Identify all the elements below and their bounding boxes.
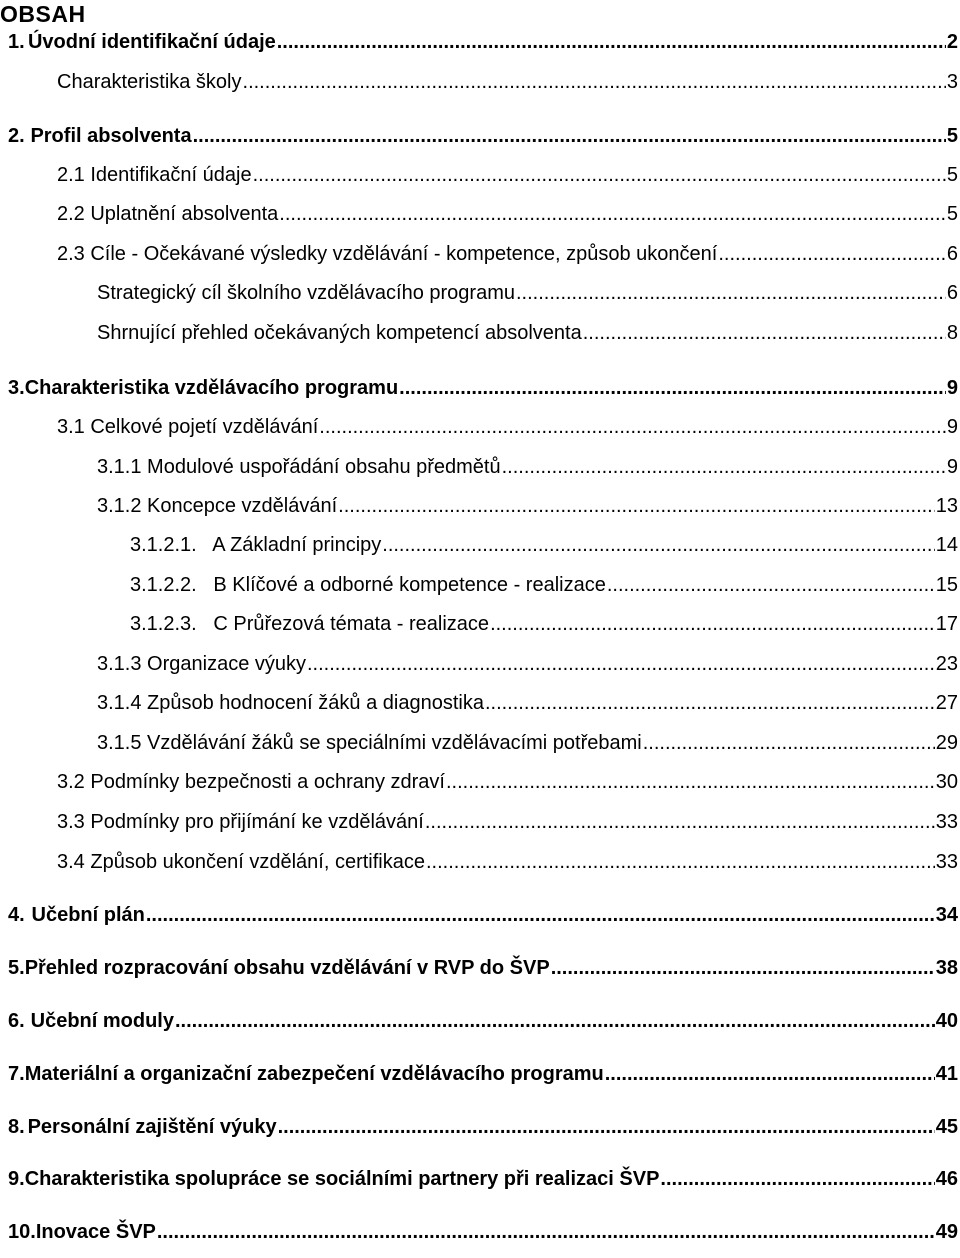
- toc-entry[interactable]: [0, 570, 960, 600]
- toc-dot-leader: [279, 202, 946, 226]
- toc-entry-title: 3.1.2 Koncepce vzdělávání: [97, 495, 338, 517]
- toc-entry-number: 10.: [8, 1221, 36, 1243]
- toc-entry-page-number: 9: [946, 456, 958, 478]
- toc-dot-leader: [278, 1115, 935, 1139]
- toc-dot-leader: [516, 281, 946, 305]
- page-title: OBSAH: [0, 1, 86, 27]
- toc-entry-page-number: 49: [935, 1221, 958, 1243]
- toc-dot-leader: [490, 612, 935, 636]
- toc-dot-leader: [382, 533, 934, 557]
- toc-entry-title: 3.1.1 Modulové uspořádání obsahu předmětů: [97, 456, 501, 478]
- toc-dot-leader: [175, 1009, 935, 1033]
- toc-entry[interactable]: [0, 1112, 960, 1142]
- toc-dot-leader: [157, 1220, 935, 1244]
- toc-dot-leader: [338, 494, 935, 518]
- toc-entry-page-number: 38: [935, 957, 958, 979]
- toc-entry-title: 3.2 Podmínky bezpečnosti a ochrany zdraví: [57, 771, 445, 793]
- toc-entry-page-number: 34: [935, 904, 958, 926]
- toc-entry-page-number: 6: [946, 243, 958, 265]
- toc-entry-page-number: 23: [935, 653, 958, 675]
- toc-entry-number: 4.: [8, 904, 25, 926]
- toc-entry-number: 2.: [8, 125, 25, 147]
- toc-entry-title: 3.4 Způsob ukončení vzdělání, certifikace: [57, 851, 425, 873]
- toc-entry-title: Strategický cíl školního vzdělávacího programu: [97, 282, 515, 304]
- toc-dot-leader: [426, 850, 935, 874]
- toc-entry-title: 3.1.2.1. A Základní principy: [130, 534, 382, 556]
- toc-dot-leader: [607, 573, 935, 597]
- toc-entry[interactable]: [0, 728, 960, 758]
- toc-dot-leader: [253, 163, 946, 187]
- toc-dot-leader: [399, 376, 946, 400]
- toc-entry-title: 3.3 Podmínky pro přijímání ke vzdělávání: [57, 811, 424, 833]
- toc-dot-leader: [485, 691, 935, 715]
- toc-entry-page-number: 5: [946, 125, 958, 147]
- toc-entry-title: Charakteristika školy: [57, 71, 242, 93]
- toc-entry-number: 3.: [8, 377, 25, 399]
- toc-entry-title: Profil absolventa: [30, 125, 192, 147]
- toc-entry[interactable]: [0, 373, 960, 403]
- toc-dot-leader: [660, 1167, 934, 1191]
- toc-dot-leader: [319, 415, 946, 439]
- toc-entry[interactable]: [0, 847, 960, 877]
- toc-entry[interactable]: [0, 160, 960, 190]
- toc-entry-number: 8.: [8, 1116, 25, 1138]
- toc-dot-leader: [446, 770, 935, 794]
- toc-entry-title: 2.1 Identifikační údaje: [57, 164, 252, 186]
- toc-dot-leader: [243, 70, 946, 94]
- toc-entry[interactable]: [0, 67, 960, 97]
- toc-entry-page-number: 8: [946, 322, 958, 344]
- toc-entry-title: Přehled rozpracování obsahu vzdělávání v RVP do ŠVP: [24, 957, 550, 979]
- toc-entry-page-number: 14: [935, 534, 958, 556]
- toc-entry-page-number: 33: [935, 851, 958, 873]
- toc-entry[interactable]: [0, 1217, 960, 1247]
- toc-entry-page-number: 27: [935, 692, 958, 714]
- toc-dot-leader: [718, 242, 946, 266]
- toc-entry-number: 9.: [8, 1168, 25, 1190]
- toc-entry-page-number: 9: [946, 377, 958, 399]
- toc-entry[interactable]: [0, 807, 960, 837]
- toc-entry-page-number: 9: [946, 416, 958, 438]
- toc-entry-title: 3.1.5 Vzdělávání žáků se speciálními vzdělávacími potřebami: [97, 732, 642, 754]
- toc-entry-title: 2.2 Uplatnění absolventa: [57, 203, 279, 225]
- toc-entry-page-number: 45: [935, 1116, 958, 1138]
- toc-entry[interactable]: [0, 121, 960, 151]
- toc-dot-leader: [146, 903, 935, 927]
- toc-entry-page-number: 40: [935, 1010, 958, 1032]
- toc-entry-page-number: 41: [935, 1063, 958, 1085]
- toc-dot-leader: [583, 321, 946, 345]
- toc-entry-title: Shrnující přehled očekávaných kompetencí absolventa: [97, 322, 582, 344]
- toc-entry-page-number: 46: [935, 1168, 958, 1190]
- toc-entry[interactable]: [0, 199, 960, 229]
- toc-entry-number: 1.: [8, 31, 25, 53]
- toc-dot-leader: [425, 810, 935, 834]
- toc-entry-title: Úvodní identifikační údaje: [27, 31, 276, 53]
- toc-dot-leader: [502, 455, 946, 479]
- toc-entry-title: 3.1 Celkové pojetí vzdělávání: [57, 416, 319, 438]
- toc-entry-page-number: 29: [935, 732, 958, 754]
- toc-entry-title: Inovace ŠVP: [35, 1221, 156, 1243]
- toc-entry-number: 6.: [8, 1010, 25, 1032]
- toc-entry[interactable]: [0, 278, 960, 308]
- toc-entry[interactable]: [0, 1059, 960, 1089]
- toc-entry-page-number: 17: [935, 613, 958, 635]
- toc-entry[interactable]: [0, 953, 960, 983]
- toc-entry-title: Učební plán: [31, 904, 145, 926]
- toc-entry-title: 3.1.2.2. B Klíčové a odborné kompetence - realizace: [130, 574, 606, 596]
- toc-entry-page-number: 2: [946, 31, 958, 53]
- toc-entry-title: Personální zajištění výuky: [27, 1116, 277, 1138]
- toc-entry-title: 3.1.2.3. C Průřezová témata - realizace: [130, 613, 490, 635]
- toc-dot-leader: [277, 30, 946, 54]
- toc-entry[interactable]: [0, 1164, 960, 1194]
- toc-entry[interactable]: [0, 239, 960, 269]
- toc-entry[interactable]: [0, 27, 960, 57]
- toc-entry-page-number: 3: [946, 71, 958, 93]
- toc-dot-leader: [605, 1062, 935, 1086]
- toc-entry[interactable]: [0, 491, 960, 521]
- toc-entry-title: Charakteristika vzdělávacího programu: [24, 377, 399, 399]
- toc-entry-page-number: 15: [935, 574, 958, 596]
- toc-entry[interactable]: [0, 649, 960, 679]
- toc-entry-number: 5.: [8, 957, 25, 979]
- toc-entry-title: 2.3 Cíle - Očekávané výsledky vzdělávání - kompetence, způsob ukončení: [57, 243, 718, 265]
- toc-entry-title: Materiální a organizační zabezpečení vzdělávacího programu: [24, 1063, 604, 1085]
- toc-entry[interactable]: [0, 609, 960, 639]
- toc-entry[interactable]: [0, 530, 960, 560]
- toc-entry[interactable]: [0, 452, 960, 482]
- toc-entry-page-number: 5: [946, 203, 958, 225]
- toc-entry-number: 7.: [8, 1063, 25, 1085]
- toc-entry-title: 3.1.4 Způsob hodnocení žáků a diagnostika: [97, 692, 484, 714]
- toc-entry[interactable]: [0, 900, 960, 930]
- toc-entry[interactable]: [0, 1006, 960, 1036]
- toc-entry-title: Charakteristika spolupráce se sociálními partnery při realizaci ŠVP: [24, 1168, 660, 1190]
- toc-entry[interactable]: [0, 688, 960, 718]
- toc-entry-page-number: 33: [935, 811, 958, 833]
- toc-dot-leader: [643, 731, 935, 755]
- toc-entry-title: Učební moduly: [30, 1010, 174, 1032]
- toc-entry[interactable]: [0, 767, 960, 797]
- toc-entry-page-number: 30: [935, 771, 958, 793]
- toc-entry-page-number: 6: [946, 282, 958, 304]
- toc-dot-leader: [551, 956, 935, 980]
- toc-entry-page-number: 13: [935, 495, 958, 517]
- toc-entry[interactable]: [0, 318, 960, 348]
- toc-entry-page-number: 5: [946, 164, 958, 186]
- toc-entry-title: 3.1.3 Organizace výuky: [97, 653, 306, 675]
- toc-entry[interactable]: [0, 412, 960, 442]
- toc-dot-leader: [193, 124, 946, 148]
- toc-dot-leader: [307, 652, 935, 676]
